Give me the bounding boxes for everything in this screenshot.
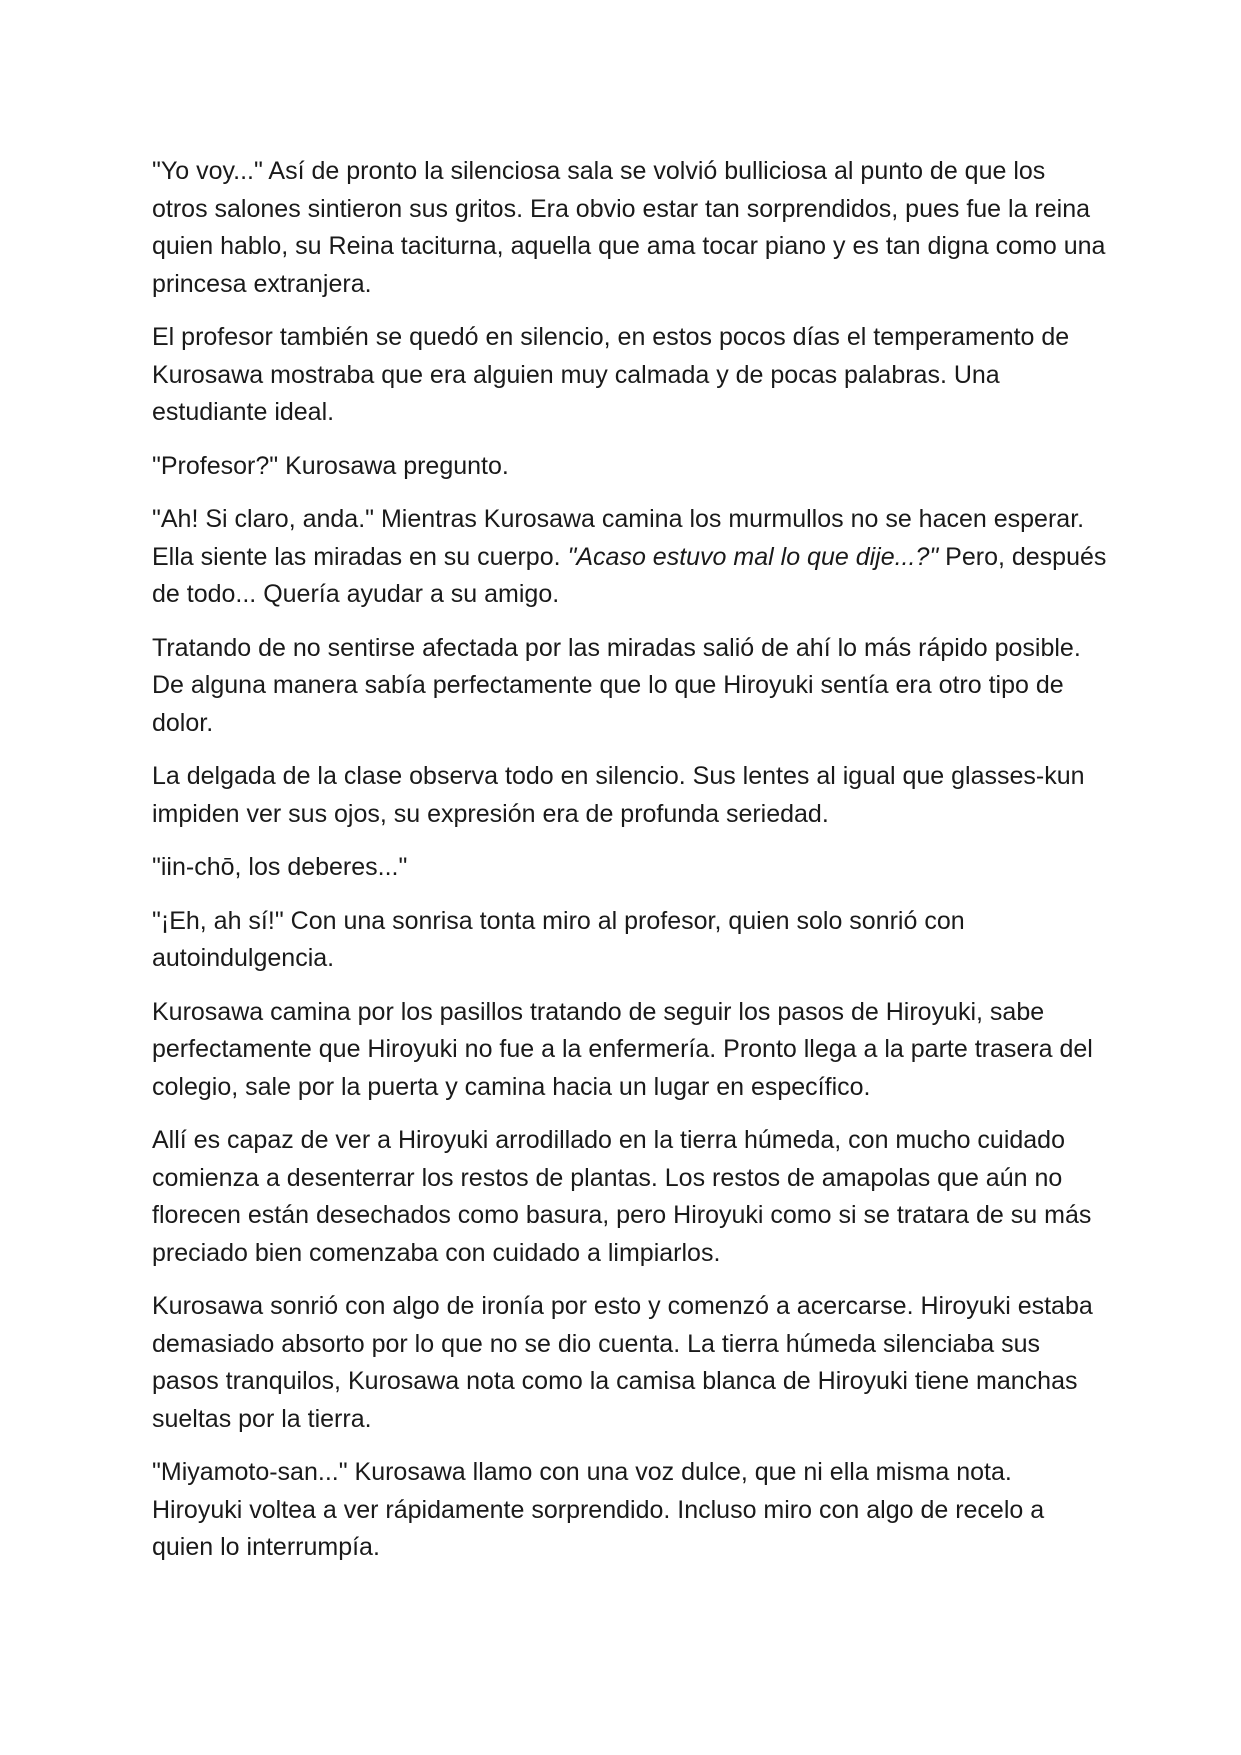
paragraph: "Profesor?" Kurosawa pregunto. [152, 451, 509, 480]
paragraph: El profesor también se quedó en silencio, en estos pocos días el temperamento de Kurosawa mostraba que era alguien muy calmada y de pocas palabras. Una estudiante ideal. [152, 323, 1070, 426]
paragraph-text: Pero, después de todo... Quería ayudar a su amigo. [152, 542, 1107, 608]
paragraph: Kurosawa camina por los pasillos tratando de seguir los pasos de Hiroyuki, sabe perfectamente que Hiroyuki no fue a la enfermería. Pronto llega a la parte trasera del colegio, sale por la puerta y camina hacia un lugar en específico. [152, 997, 1093, 1101]
story-text [152, 153, 1107, 1583]
paragraph: "iin-chō, los deberes..." [152, 853, 408, 881]
paragraph: "Miyamoto-san..." Kurosawa llamo con una voz dulce, que ni ella misma nota. Hiroyuki voltea a ver rápidamente sorprendido. Incluso miro con algo de recelo a quien lo interrumpía. [152, 1458, 1045, 1561]
paragraph: La delgada de la clase observa todo en silencio. Sus lentes al igual que glasses-kun impiden ver sus ojos, su expresión era de profunda seriedad. [152, 762, 1085, 828]
paragraph: Tratando de no sentirse afectada por las miradas salió de ahí lo más rápido posible. De alguna manera sabía perfectamente que lo que Hiroyuki sentía era otro tipo de dolor. [152, 633, 1081, 737]
paragraph [152, 501, 1107, 614]
paragraph: "¡Eh, ah sí!" Con una sonrisa tonta miro al profesor, quien solo sonrió con autoindulgencia. [152, 906, 965, 972]
paragraph: Kurosawa sonrió con algo de ironía por esto y comenzó a acercarse. Hiroyuki estaba demasiado absorto por lo que no se dio cuenta. La tierra húmeda silenciaba sus pasos tranquilos, Kurosawa nota como la camisa blanca de Hiroyuki tiene manchas sueltas por la tierra. [152, 1292, 1093, 1433]
paragraph: "Yo voy..." Así de pronto la silenciosa sala se volvió bulliciosa al punto de que los otros salones sintieron sus gritos. Era obvio estar tan sorprendidos, pues fue la reina quien hablo, su Reina taciturna, aquella que ama tocar piano y es tan digna como una princesa extranjera. [152, 157, 1106, 298]
italic-thought: "Acaso estuvo mal lo que dije...?" [567, 542, 939, 571]
paragraph-text: "Ah! Si claro, anda." Mientras Kurosawa camina los murmullos no se hacen esperar. Ella siente las miradas en su cuerpo. [152, 505, 1085, 571]
paragraph: Allí es capaz de ver a Hiroyuki arrodillado en la tierra húmeda, con mucho cuidado comienza a desenterrar los restos de plantas. Los restos de amapolas que aún no florecen están desechados como basura, pero Hiroyuki como si se tratara de su más preciado bien comenzaba con cuidado a limpiarlos. [152, 1126, 1092, 1267]
